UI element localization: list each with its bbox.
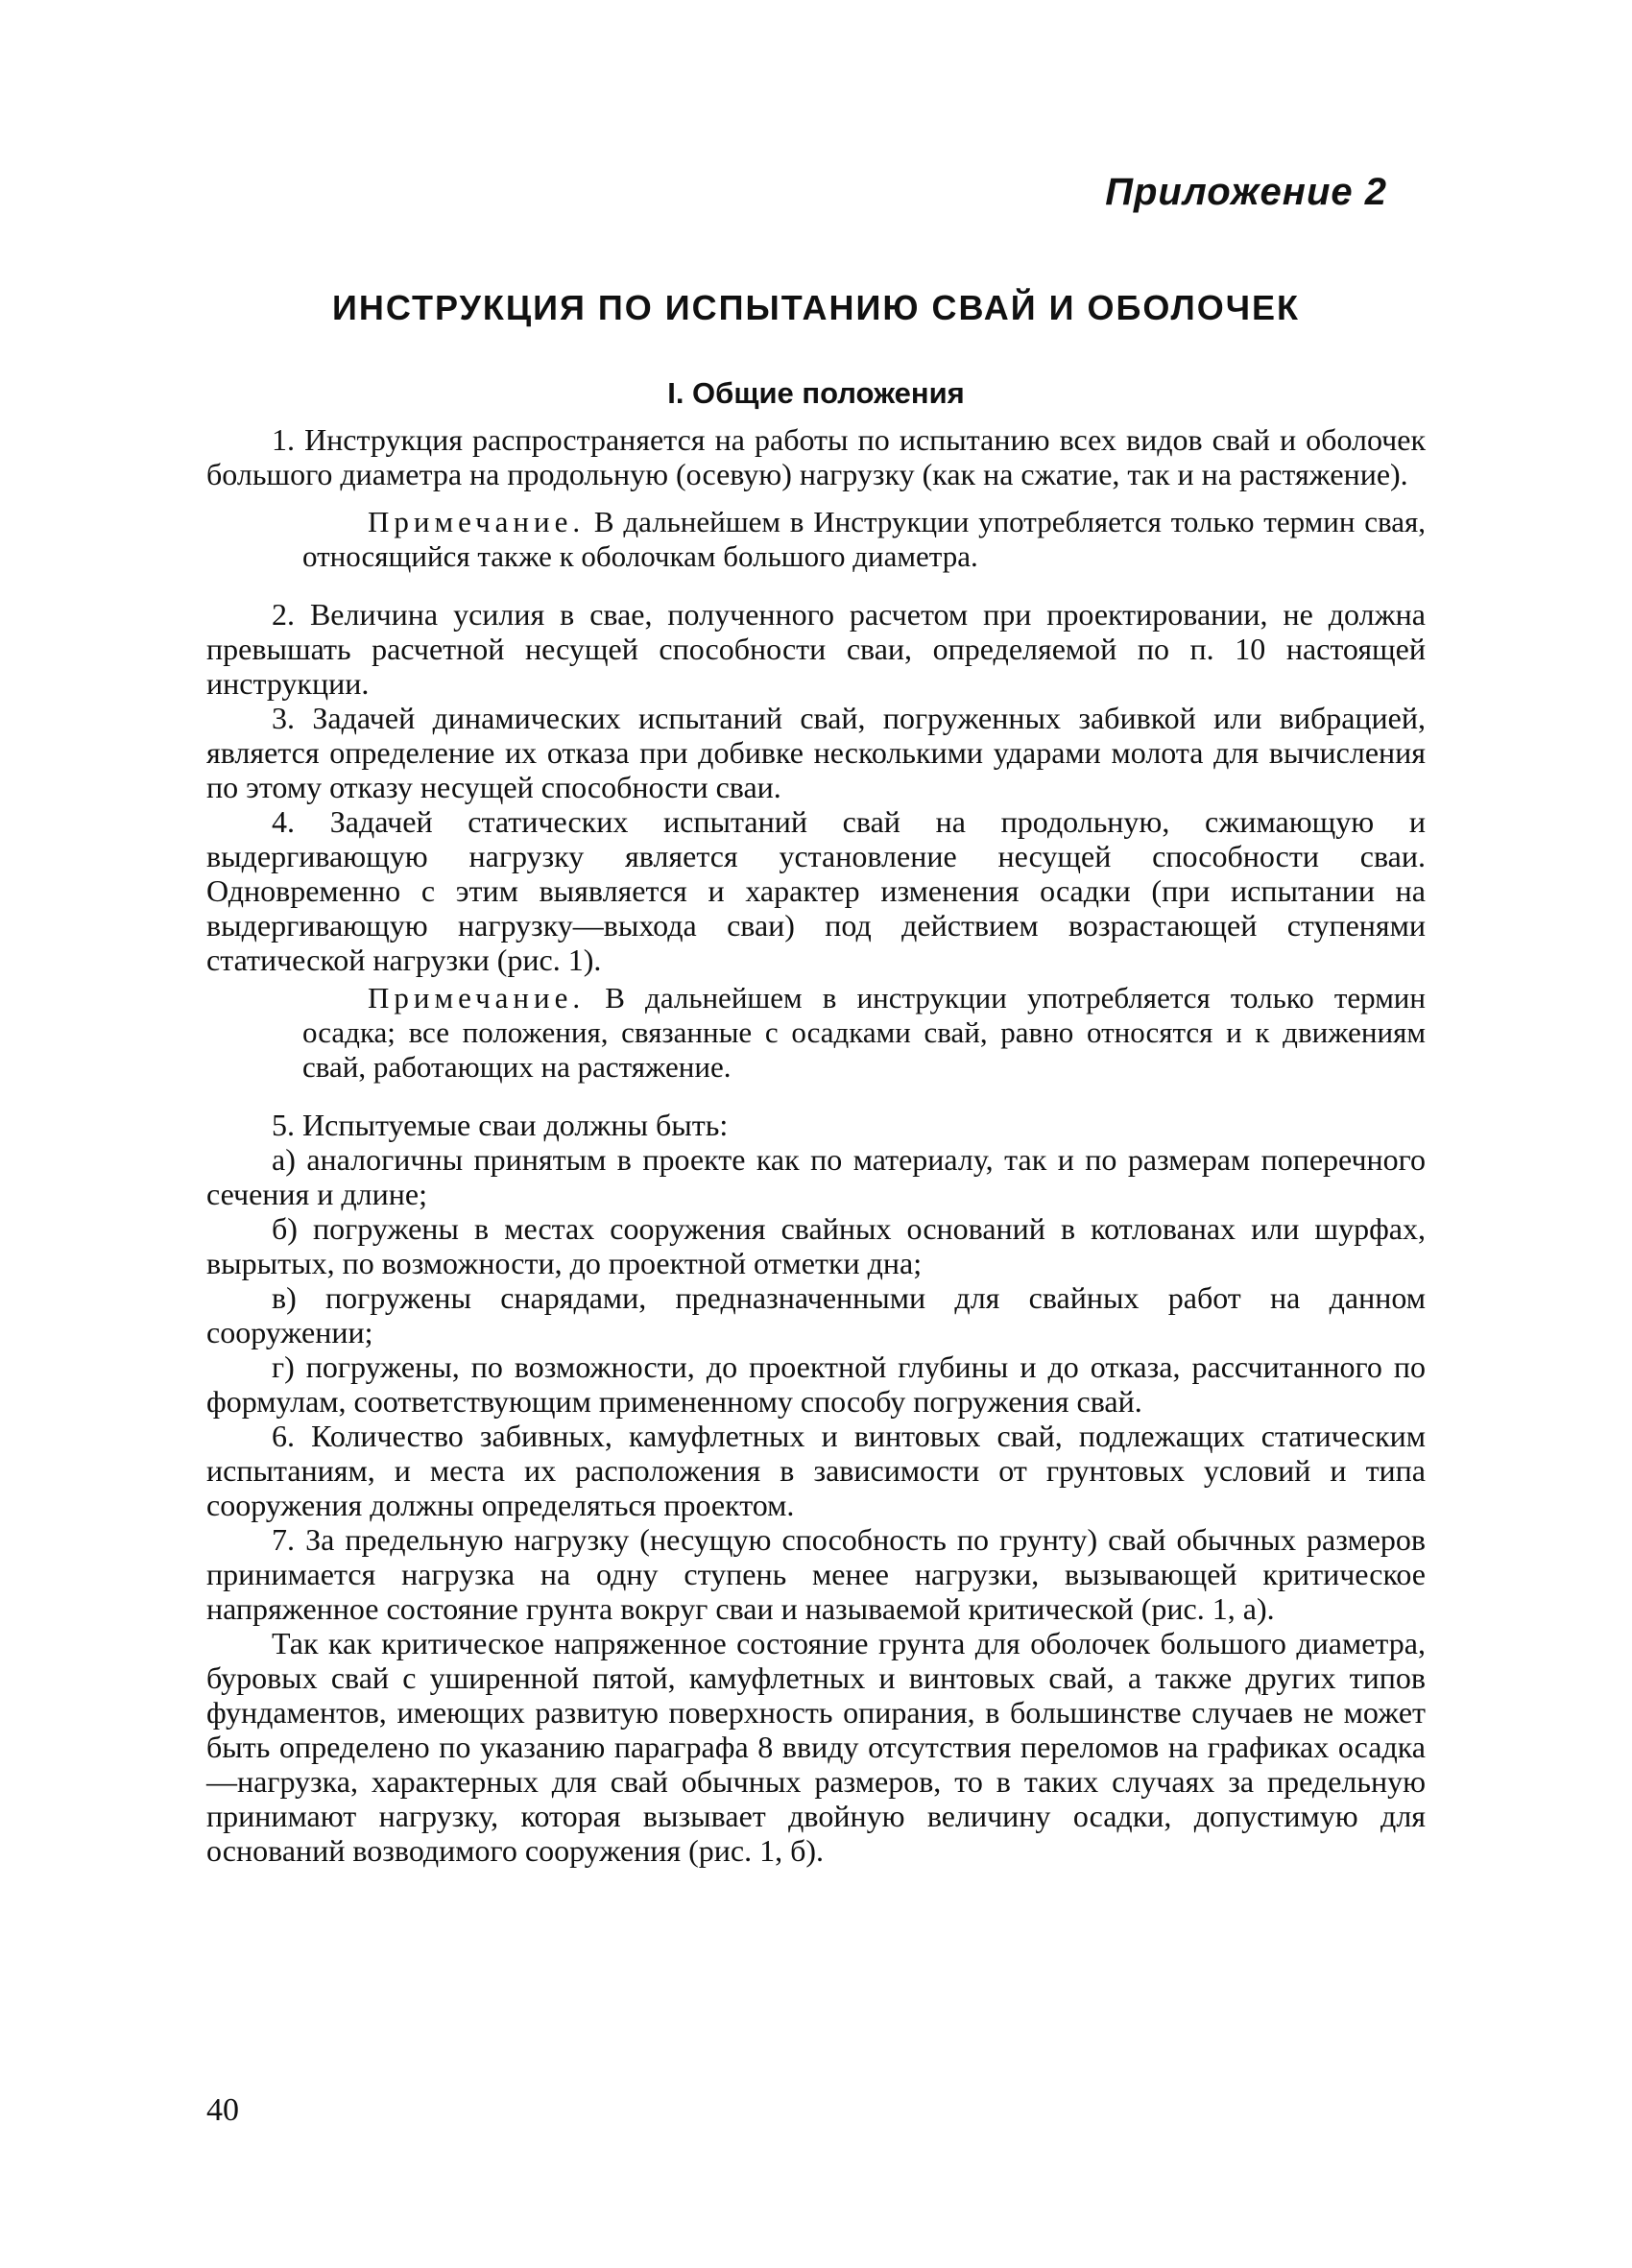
paragraph-5: 5. Испытуемые сваи должны быть:	[272, 1108, 729, 1142]
note-2-label: Примечание.	[368, 981, 586, 1015]
paragraph-2: 2. Величина усилия в свае, полученного расчетом при проектировании, не должна превышать расчетной несущей способности сваи, определяемой по п. 10 настоящей инструкции.	[206, 597, 1426, 701]
note-1	[302, 505, 1426, 574]
section-title: I. Общие положения	[667, 376, 965, 410]
paragraph-5c: в) погружены снарядами, предназначенными для свайных работ на данном сооружении;	[206, 1280, 1426, 1349]
paragraph-5d: г) погружены, по возможности, до проектной глубины и до отказа, рассчитанного по формулам, соответствующим примененному способу погружения свай.	[206, 1349, 1426, 1419]
note-2-text: В дальнейшем в инструкции употребляется только термин осадка; все положения, связанные с осадками свай, равно относятся и к движениям свай, работающих на растяжение.	[302, 981, 1426, 1084]
paragraph-1: 1. Инструкция распространяется на работы по испытанию всех видов свай и оболочек большого диаметра на продольную (осевую) нагрузку (как на сжатие, так и на растяжение).	[206, 422, 1426, 491]
document-title: ИНСТРУКЦИЯ ПО ИСПЫТАНИЮ СВАЙ И ОБОЛОЧЕК	[332, 288, 1300, 327]
note-1-label: Примечание.	[368, 505, 586, 538]
paragraph-6: 6. Количество забивных, камуфлетных и винтовых свай, подлежащих статическим испытаниям, и места их расположения в зависимости от грунтовых условий и типа сооружения должны определяться проектом.	[206, 1419, 1426, 1522]
paragraph-4: 4. Задачей статических испытаний свай на продольную, сжимающую и выдергивающую нагрузку является установление несущей способности сваи. Одновременно с этим выявляется и характер изменения осадки (при испытании на выдергивающую нагрузку—выхода сваи) под действием возрастающей ступенями статической нагрузки (рис. 1).	[206, 804, 1426, 977]
document-page	[206, 0, 1426, 2268]
appendix-label: Приложение 2	[1105, 171, 1387, 213]
document-body	[206, 422, 1426, 1868]
page-number: 40	[206, 2092, 239, 2128]
note-2	[302, 981, 1426, 1085]
paragraph-7: 7. За предельную нагрузку (несущую способность по грунту) свай обычных размеров принимается нагрузка на одну ступень менее нагрузки, вызывающей критическое напряженное состояние грунта вокруг сваи и называемой критической (рис. 1, а).	[206, 1522, 1426, 1626]
note-1-text: В дальнейшем в Инструкции употребляется только термин свая, относящийся также к оболочкам большого диаметра.	[302, 505, 1426, 573]
paragraph-5b: б) погружены в местах сооружения свайных оснований в котлованах или шурфах, вырытых, по возможности, до проектной отметки дна;	[206, 1211, 1426, 1280]
paragraph-8: Так как критическое напряженное состояние грунта для оболочек большого диаметра, буровых свай с уширенной пятой, камуфлетных и винтовых свай, а также других типов фундаментов, имеющих развитую поверхность опирания, в большинстве случаев не может быть определено по указанию параграфа 8 ввиду отсутствия переломов на графиках осадка—нагрузка, характерных для свай обычных размеров, то в таких случаях за предельную принимают нагрузку, которая вызывает двойную величину осадки, допустимую для оснований возводимого сооружения (рис. 1, б).	[206, 1626, 1426, 1868]
paragraph-3: 3. Задачей динамических испытаний свай, погруженных забивкой или вибрацией, является определение их отказа при добивке несколькими ударами молота для вычисления по этому отказу несущей способности сваи.	[206, 701, 1426, 804]
paragraph-5a: а) аналогичны принятым в проекте как по материалу, так и по размерам поперечного сечения и длине;	[206, 1142, 1426, 1211]
